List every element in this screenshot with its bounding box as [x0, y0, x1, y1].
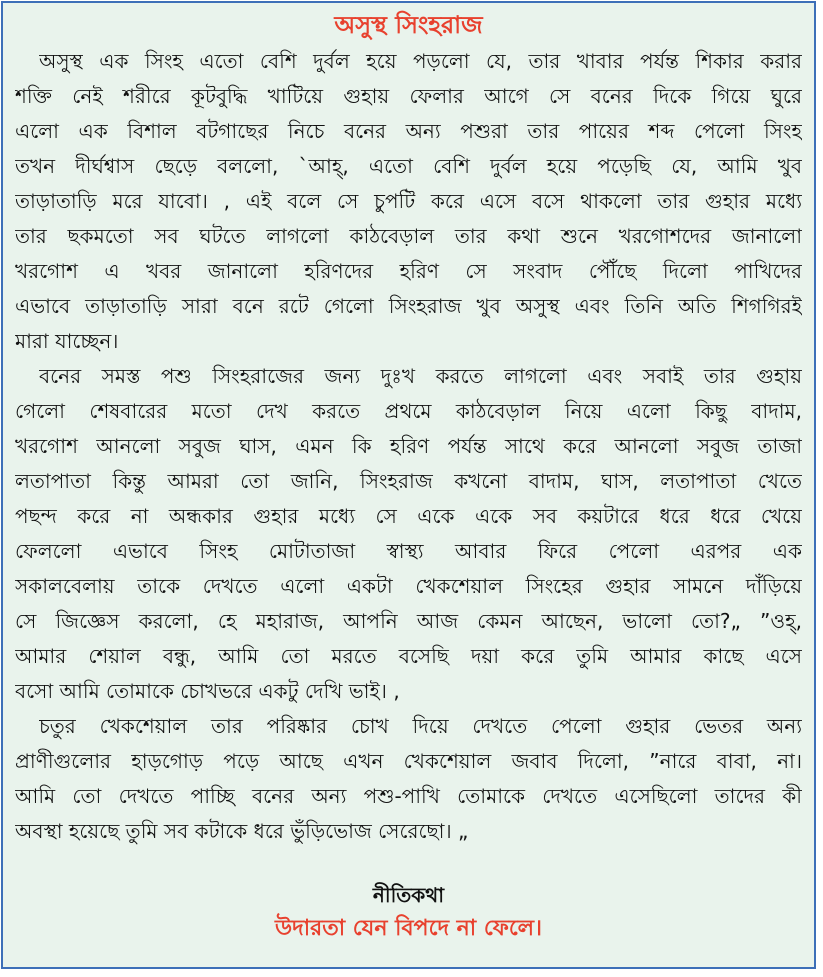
paragraph-2-line-2: গেলো শেষবারের মতো দেখ করতে প্রথমে কাঠবেড়াল নিয়ে এলো কিছু বাদাম,	[15, 399, 802, 423]
paragraph-2-line-10: বসো আমি তোমাকে চোখভরে একটু দেখি ভাই। ,	[15, 679, 400, 703]
paragraph-2-line-3: খরগোশ আনলো সবুজ ঘাস, এমন কি হরিণ পর্যন্ত সাথে করে আনলো সবুজ তাজা	[15, 434, 802, 458]
paragraph-2-line-1: বনের সমস্ত পশু সিংহরাজের জন্য দুঃখ করতে লাগলো এবং সবাই তার গুহায়	[39, 364, 802, 388]
paragraph-1-line-5: তাড়াতাড়ি মরে যাবো। , এই বলে সে চুপটি করে এসে বসে থাকলো তার গুহার মধ্যে	[15, 189, 802, 213]
paragraph-1-line-9: মারা যাচ্ছেন।	[15, 329, 119, 353]
paragraph-1-line-7: খরগোশ এ খবর জানালো হরিণদের হরিণ সে সংবাদ পৌঁছে দিলো পাখিদের	[15, 259, 802, 283]
paragraph-1-line-2: শক্তি নেই শরীরে কূটবুদ্ধি খাটিয়ে গুহায় ফেলার আগে সে বনের দিকে গিয়ে ঘুরে	[15, 84, 802, 108]
story-page	[1, 1, 816, 969]
paragraph-1-line-8: এভাবে তাড়াতাড়ি সারা বনে রটে গেলো সিংহরাজ খুব অসুস্থ এবং তিনি অতি শিগগিরই	[15, 294, 802, 318]
paragraph-1-line-3: এলো এক বিশাল বটগাছের নিচে বনের অন্য পশুরা তার পায়ের শব্দ পেলো সিংহ	[15, 119, 802, 143]
paragraph-1-line-6: তার ছকমতো সব ঘটতে লাগলো কাঠবেড়াল তার কথা শুনে খরগোশদের জানালো	[15, 224, 802, 248]
paragraph-2-line-5: পছন্দ করে না অন্ধকার গুহার মধ্যে সে একে একে সব কয়টারে ধরে ধরে খেয়ে	[15, 504, 802, 528]
paragraph-1-line-4: তখন দীর্ঘশ্বাস ছেড়ে বললো, `আহ্, এতো বেশি দুর্বল হয়ে পড়েছি যে, আমি খুব	[15, 154, 802, 178]
paragraph-2-line-4: লতাপাতা কিন্তু আমরা তো জানি, সিংহরাজ কখনো বাদাম, ঘাস, লতাপাতা খেতে	[15, 469, 802, 493]
paragraph-2-line-6: ফেললো এভাবে সিংহ মোটাতাজা স্বাস্থ্য আবার ফিরে পেলো এরপর এক	[15, 539, 802, 563]
paragraph-3-line-1: চতুর খেকশেয়াল তার পরিষ্কার চোখ দিয়ে দেখতে পেলো গুহার ভেতর অন্য	[39, 714, 802, 738]
paragraph-2-line-9: আমার শেয়াল বন্ধু, আমি তো মরতে বসেছি দয়া করে তুমি আমার কাছে এসে	[15, 644, 802, 668]
paragraph-3-line-4: অবস্থা হয়েছে তুমি সব কটাকে ধরে ভুঁড়িভোজ সেরেছো। „	[15, 819, 469, 843]
paragraph-3-line-3: আমি তো দেখতে পাচ্ছি বনের অন্য পশু-পাখি তোমাকে দেখতে এসেছিলো তাদের কী	[15, 784, 802, 808]
moral-text: উদারতা যেন বিপদে না ফেলে।	[275, 916, 542, 941]
moral-heading: নীতিকথা	[372, 883, 445, 907]
paragraph-3-line-2: প্রাণীগুলোর হাড়গোড় পড়ে আছে এখন খেকশেয়াল জবাব দিলো, ”নারে বাবা, না।	[15, 749, 802, 773]
paragraph-2-line-8: সে জিজ্ঞেস করলো, হে মহারাজ, আপনি আজ কেমন আছেন, ভালো তো?„ ”ওহ্,	[15, 609, 802, 633]
paragraph-2-line-7: সকালবেলায় তাকে দেখতে এলো একটা খেকশেয়াল সিংহের গুহার সামনে দাঁড়িয়ে	[15, 574, 802, 598]
paragraph-1-line-1: অসুস্থ এক সিংহ এতো বেশি দুর্বল হয়ে পড়লো যে, তার খাবার পর্যন্ত শিকার করার	[39, 49, 802, 73]
story-title: অসুস্থ সিংহরাজ	[334, 11, 483, 39]
